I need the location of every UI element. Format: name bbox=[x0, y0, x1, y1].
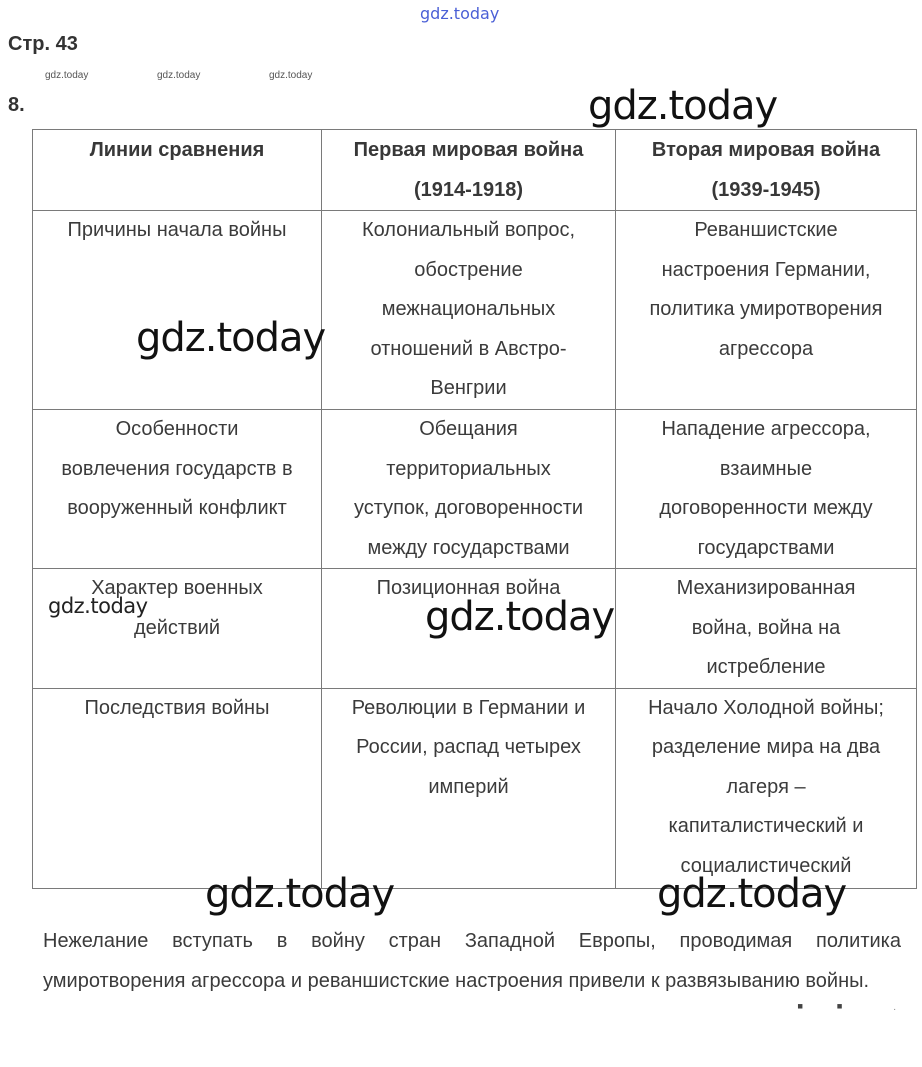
conclusion-paragraph: Нежелание вступать в войну стран Западной Европы, проводимая политика умиротворения агрессора и реваншистские настроения привели к развязыванию войны. bbox=[43, 930, 901, 992]
cell-line: России, распад четырех bbox=[356, 736, 581, 758]
table-header-row bbox=[33, 130, 917, 211]
table-cell bbox=[616, 410, 917, 569]
table-row bbox=[33, 688, 917, 888]
comparison-table bbox=[32, 129, 917, 889]
watermark-small: gdz.today bbox=[269, 70, 313, 81]
cell-line: Позиционная война bbox=[376, 577, 561, 599]
page-reference: Стр. 43 bbox=[8, 33, 78, 55]
watermark-large: gdz.today bbox=[425, 594, 615, 640]
cell-line: истребление bbox=[706, 656, 826, 678]
header-cell bbox=[33, 130, 322, 211]
header-line: (1939-1945) bbox=[711, 179, 821, 201]
watermark-top: gdz.today bbox=[420, 4, 500, 23]
table-cell bbox=[616, 569, 917, 689]
table-cell bbox=[322, 410, 616, 569]
watermark-small: gdz.today bbox=[45, 70, 89, 81]
cell-line: агрессора bbox=[718, 337, 814, 360]
footer-mark: · bbox=[893, 1004, 897, 1015]
table-cell bbox=[616, 211, 917, 410]
watermark-small: gdz.today bbox=[157, 70, 201, 81]
cell-line: Венгрии bbox=[430, 377, 507, 399]
cell-line: лагеря – bbox=[726, 775, 806, 798]
watermark-medium: gdz.today bbox=[48, 594, 148, 618]
header-cell bbox=[616, 130, 917, 211]
cell-line: взаимные bbox=[719, 457, 813, 480]
cell-line: Колониальный вопрос, bbox=[361, 219, 576, 241]
header-line: Вторая мировая война bbox=[651, 139, 881, 161]
cell-line: обострение bbox=[414, 258, 523, 281]
cell-line: государствами bbox=[697, 536, 835, 559]
cell-line: Нападение агрессора, bbox=[661, 418, 871, 440]
table-row bbox=[33, 410, 917, 569]
watermark-large: gdz.today bbox=[136, 315, 326, 361]
cell-line: вооруженный конфликт bbox=[67, 497, 287, 519]
watermark-large: gdz.today bbox=[205, 871, 395, 917]
cell-line: территориальных bbox=[386, 457, 551, 480]
cell-line: межнациональных bbox=[381, 298, 556, 320]
cell-line: империй bbox=[428, 775, 509, 798]
cell-line: между государствами bbox=[367, 536, 570, 559]
cell-line: Причины начала войны bbox=[67, 219, 287, 241]
cell-line: Характер военных bbox=[91, 577, 263, 599]
cell-line: действий bbox=[133, 616, 221, 639]
cell-line: вовлечения государств в bbox=[61, 457, 293, 480]
table-cell bbox=[322, 688, 616, 888]
cell-line: война, война на bbox=[691, 616, 841, 639]
table-row bbox=[33, 211, 917, 410]
header-line: Первая мировая война bbox=[353, 139, 584, 161]
cell-line: настроения Германии, bbox=[661, 258, 871, 281]
table-cell bbox=[616, 688, 917, 888]
task-number: 8. bbox=[8, 94, 25, 116]
table-cell bbox=[33, 569, 322, 689]
table-cell bbox=[33, 211, 322, 410]
cell-line: политика умиротворения bbox=[649, 298, 883, 320]
table-cell bbox=[33, 688, 322, 888]
cell-line: капиталистический и bbox=[668, 815, 864, 837]
header-line: (1914-1918) bbox=[414, 179, 523, 201]
cell-line: Механизированная bbox=[676, 577, 856, 599]
cell-line: договоренности между bbox=[659, 497, 873, 519]
header-line: Линии сравнения bbox=[89, 139, 265, 161]
cell-line: Последствия войны bbox=[84, 696, 270, 719]
table-cell bbox=[33, 410, 322, 569]
cell-line: разделение мира на два bbox=[651, 736, 881, 758]
cell-line: уступок, договоренности bbox=[353, 497, 584, 519]
table-cell bbox=[322, 211, 616, 410]
cell-line: Реваншистские bbox=[694, 219, 838, 241]
cell-line: Обещания bbox=[419, 418, 518, 440]
cell-line: Революции в Германии и bbox=[351, 696, 586, 719]
cell-line: отношений в Австро- bbox=[370, 337, 567, 360]
watermark-large: gdz.today bbox=[657, 871, 847, 917]
watermark-large: gdz.today bbox=[588, 83, 778, 129]
header-cell bbox=[322, 130, 616, 211]
cell-line: социалистический bbox=[680, 854, 852, 877]
footer-marks: ▪ ▪ bbox=[797, 996, 857, 1016]
cell-line: Особенности bbox=[115, 418, 239, 440]
cell-line: Начало Холодной войны; bbox=[648, 696, 884, 719]
